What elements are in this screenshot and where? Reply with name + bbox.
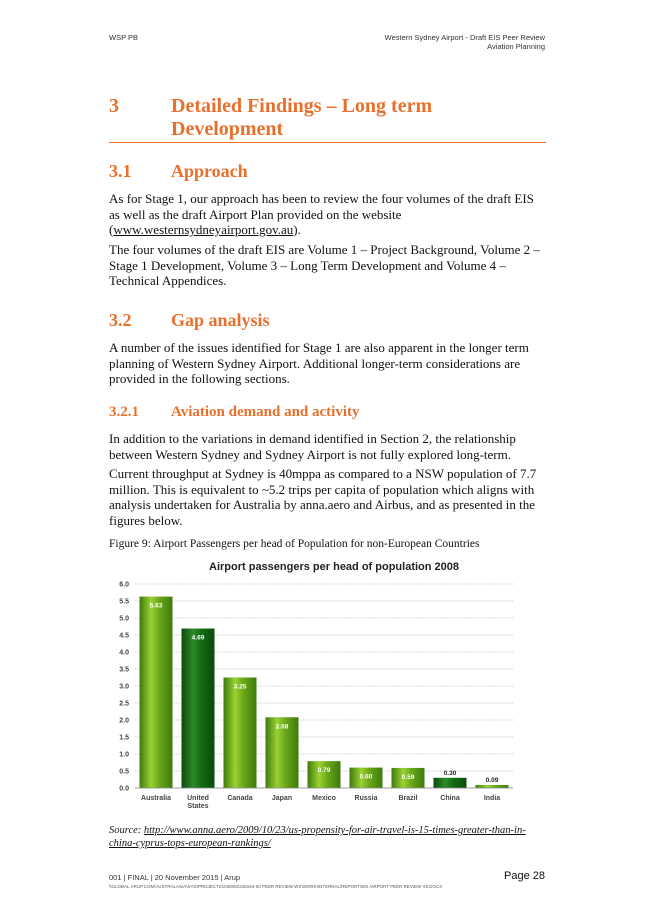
category-label: States xyxy=(187,803,209,810)
bar-value-label: 0.59 xyxy=(401,773,415,781)
approach-paragraph-2: The four volumes of the draft EIS are Volume 1 – Project Background, Volume 2 – Stage 1 Development, Volume 3 – Long Term Development and Volume 4 – Technical Appendices. xyxy=(109,242,540,288)
bar-value-label: 0.60 xyxy=(359,773,373,781)
chart-svg xyxy=(109,555,546,815)
category-label: India xyxy=(483,795,501,802)
bar-mexico xyxy=(308,761,341,788)
chart-title: Airport passengers per head of population 2008 xyxy=(209,561,459,573)
section-3-2-number: 3.2 xyxy=(109,310,132,330)
header-left: WSP PB xyxy=(109,33,139,42)
y-tick-label: 5.5 xyxy=(119,598,129,606)
page-number: Page 28 xyxy=(504,870,545,882)
bar-india xyxy=(476,785,509,788)
section-3-title: Detailed Findings – Long term Development xyxy=(171,95,433,140)
heading-rule xyxy=(109,142,546,143)
section-3-1-title: Approach xyxy=(171,161,248,181)
bar-value-label: 5.63 xyxy=(149,602,163,610)
passengers-per-head-chart xyxy=(109,555,546,815)
y-tick-label: 3.5 xyxy=(119,666,129,674)
y-tick-label: 6.0 xyxy=(119,581,129,589)
approach-p1-text: As for Stage 1, our approach has been to review the four volumes of the draft EIS as well as the draft Airport Plan provided on the website ( xyxy=(109,191,534,237)
category-label: Russia xyxy=(354,795,378,802)
category-label: Brazil xyxy=(398,795,418,802)
bar-united-states xyxy=(182,629,215,788)
section-3-1-heading xyxy=(109,160,248,182)
y-tick-label: 0.5 xyxy=(119,768,129,776)
y-tick-label: 2.0 xyxy=(119,717,129,725)
bar-value-label: 0.79 xyxy=(317,767,331,775)
demand-paragraph-1: In addition to the variations in demand identified in Section 2, the relationship between Western Sydney and Sydney Airport is not fully explored long-term. xyxy=(109,431,516,462)
y-tick-label: 5.0 xyxy=(119,615,129,623)
section-3-2-1-number: 3.2.1 xyxy=(109,404,139,420)
footer-left: 001 | FINAL | 20 November 2015 | Arup xyxy=(109,873,241,882)
source-link[interactable]: http://www.anna.aero/2009/10/23/us-propensity-for-air-travel-is-15-times-greater-than-in-china-cyprus-tops-european-rankings/ xyxy=(109,825,526,849)
footer-file-path: \\GLOBAL.ARUP.COM\AUSTRALASIA\SYD\PROJECTS\246000\246163-00 PEER REVIEW WS\WORK\INTERNAL\REPORT\WS AIRPORT PEER REVIEW V8.DOCX xyxy=(109,884,443,889)
bar-china xyxy=(434,778,467,788)
gap-analysis-paragraph: A number of the issues identified for Stage 1 are also apparent in the longer term planning of Western Sydney Airport. Additional longer-term considerations are provided in the following sections. xyxy=(109,340,529,386)
y-tick-label: 4.0 xyxy=(119,649,129,657)
figure-source xyxy=(109,824,546,850)
section-3-1-number: 3.1 xyxy=(109,161,132,181)
bar-value-label: 0.30 xyxy=(443,769,457,777)
header-right-line1: Western Sydney Airport - Draft EIS Peer Review xyxy=(384,33,545,42)
bar-value-label: 0.09 xyxy=(485,776,499,784)
approach-p1-end: ). xyxy=(293,222,301,237)
category-label: Canada xyxy=(227,795,253,802)
y-tick-label: 0.0 xyxy=(119,785,129,793)
section-3-number: 3 xyxy=(109,95,119,117)
section-3-2-title: Gap analysis xyxy=(171,310,270,330)
bar-value-label: 4.69 xyxy=(191,634,205,642)
bar-value-label: 2.08 xyxy=(275,723,289,731)
section-3-2-1-title: Aviation demand and activity xyxy=(171,404,360,420)
y-tick-label: 3.0 xyxy=(119,683,129,691)
category-label: China xyxy=(440,795,460,802)
bar-value-label: 3.25 xyxy=(233,683,247,691)
y-tick-label: 1.0 xyxy=(119,751,129,759)
section-3-2-heading xyxy=(109,309,270,331)
source-label: Source: xyxy=(109,825,142,836)
category-label: Japan xyxy=(271,795,293,802)
demand-paragraph-2: Current throughput at Sydney is 40mppa as compared to a NSW population of 7.7 million. This is equivalent to ~5.2 trips per capita of population which aligns with analysis undertaken for Australia by anna.aero and Airbus, and as presented in the figures below. xyxy=(109,466,537,528)
header-right-line2: Aviation Planning xyxy=(487,42,545,51)
bar-australia xyxy=(140,597,173,788)
header-right xyxy=(385,33,545,51)
category-label: United xyxy=(187,795,209,802)
y-tick-label: 1.5 xyxy=(119,734,129,742)
category-label: Mexico xyxy=(312,795,336,802)
y-tick-label: 4.5 xyxy=(119,632,129,640)
approach-paragraph-1 xyxy=(109,191,546,238)
section-3-2-1-heading xyxy=(109,403,360,421)
bar-canada xyxy=(224,678,257,789)
y-tick-label: 2.5 xyxy=(119,700,129,708)
figure-caption: Figure 9: Airport Passengers per head of Population for non-European Countries xyxy=(109,538,480,550)
website-link[interactable]: www.westernsydneyairport.gov.au xyxy=(113,222,294,237)
category-label: Australia xyxy=(141,795,171,802)
